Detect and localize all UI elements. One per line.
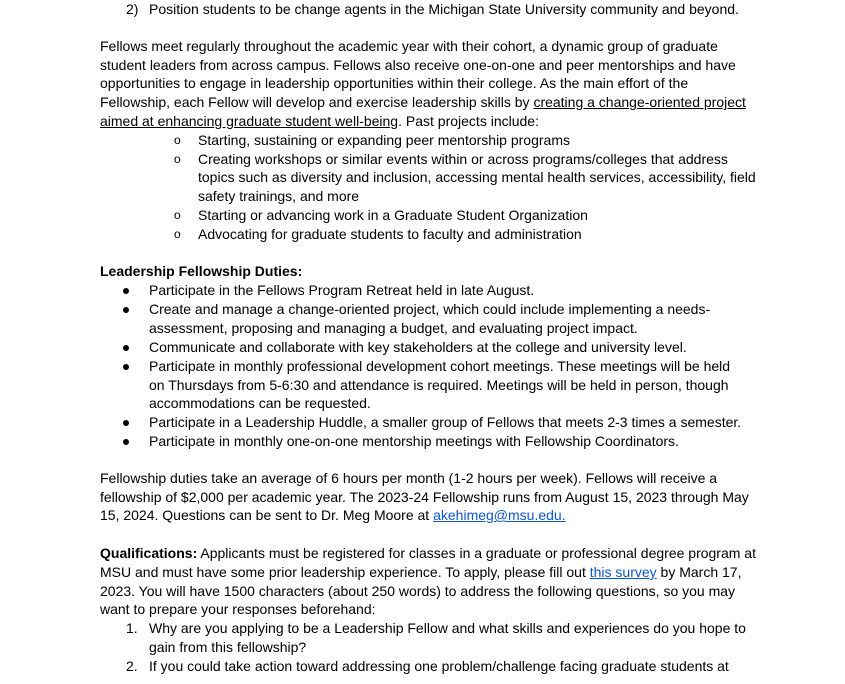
duty-item: Create and manage a change-oriented project, which could include implementing a needs-: [149, 301, 711, 317]
goal-number: 2): [126, 1, 139, 17]
qualifications-text: by March 17,: [656, 564, 742, 580]
question-item-cont: gain from this fellowship?: [149, 639, 307, 655]
duty-item: Participate in a Leadership Huddle, a smaller group of Fellows that meets 2-3 times a semester.: [149, 414, 742, 430]
past-project-item-cont: topics such as diversity and inclusion, accessing mental health services, accessibility, field: [198, 169, 756, 185]
question-item: Why are you applying to be a Leadership Fellow and what skills and experiences do you hope to: [149, 620, 746, 636]
time-line: fellowship of $2,000 per academic year. The 2023-24 Fellowship runs from August 15, 2023 through May: [100, 489, 749, 505]
duty-item: Participate in monthly one-on-one mentorship meetings with Fellowship Coordinators.: [149, 433, 679, 449]
qualifications-label: Qualifications:: [100, 545, 198, 561]
duties-heading: Leadership Fellowship Duties:: [100, 263, 303, 279]
bullet-icon: [123, 439, 129, 445]
bullet-icon: [123, 288, 129, 294]
qualifications-line: [100, 563, 742, 582]
past-project-item: Starting or advancing work in a Graduate Student Organization: [198, 207, 588, 223]
past-project-item: Advocating for graduate students to faculty and administration: [198, 226, 582, 242]
time-text: 15, 2024. Questions can be sent to Dr. Meg Moore at: [100, 507, 434, 523]
bullet-icon: [123, 345, 129, 351]
question-number: 2.: [126, 658, 138, 674]
time-line: [100, 506, 566, 525]
question-item: If you could take action toward addressing one problem/challenge facing graduate students at: [149, 658, 729, 674]
duty-item-cont: assessment, proposing and managing a budget, and evaluating project impact.: [149, 320, 638, 336]
project-emphasis: aimed at enhancing graduate student well-being: [100, 113, 399, 129]
intro-line: opportunities to engage in leadership opportunities within their college. As the main effort of the: [100, 75, 689, 91]
qualifications-text: MSU and must have some prior leadership experience. To apply, please fill out: [100, 564, 590, 580]
past-project-item: Starting, sustaining or expanding peer mentorship programs: [198, 132, 570, 148]
qualifications-line: want to prepare your responses beforehand:: [100, 601, 376, 617]
circle-bullet-icon: o: [174, 152, 181, 166]
duty-item: Communicate and collaborate with key stakeholders at the college and university level.: [149, 339, 687, 355]
circle-bullet-icon: o: [174, 208, 181, 222]
qualifications-text: Applicants must be registered for classes in a graduate or professional degree program at: [197, 545, 756, 561]
goal-text: Position students to be change agents in the Michigan State University community and beyond.: [149, 1, 739, 17]
circle-bullet-icon: o: [174, 227, 181, 241]
qualifications-line: 2023. You will have 1500 characters (about 250 words) to address the following questions, so you may: [100, 583, 736, 599]
intro-line: [100, 112, 539, 131]
duty-item: Participate in monthly professional development cohort meetings. These meetings will be held: [149, 358, 731, 374]
duty-item-cont: accommodations can be requested.: [149, 395, 371, 411]
intro-text: Fellowship, each Fellow will develop and exercise leadership skills by: [100, 94, 534, 110]
project-emphasis: creating a change-oriented project: [533, 94, 746, 110]
intro-line: Fellows meet regularly throughout the academic year with their cohort, a dynamic group of graduate: [100, 38, 718, 54]
duty-item-cont: on Thursdays from 5-6:30 and attendance is required. Meetings will be held in person, though: [149, 377, 729, 393]
question-number: 1.: [126, 620, 138, 636]
duty-item: Participate in the Fellows Program Retreat held in late August.: [149, 282, 535, 298]
qualifications-line: [100, 544, 756, 563]
intro-line: student leaders from across campus. Fellows also receive one-on-one and peer mentorships and have: [100, 57, 736, 73]
survey-link[interactable]: this survey: [589, 564, 657, 580]
bullet-icon: [123, 307, 129, 313]
bullet-icon: [123, 420, 129, 426]
time-line: Fellowship duties take an average of 6 hours per month (1-2 hours per week). Fellows will receive a: [100, 470, 718, 486]
email-link[interactable]: akehimeg@msu.edu.: [433, 507, 566, 523]
intro-line: [100, 93, 746, 112]
bullet-icon: [123, 364, 129, 370]
circle-bullet-icon: o: [174, 133, 181, 147]
past-project-item-cont: safety trainings, and more: [198, 188, 360, 204]
intro-text: . Past projects include:: [398, 113, 539, 129]
past-project-item: Creating workshops or similar events within or across programs/colleges that address: [198, 151, 728, 167]
